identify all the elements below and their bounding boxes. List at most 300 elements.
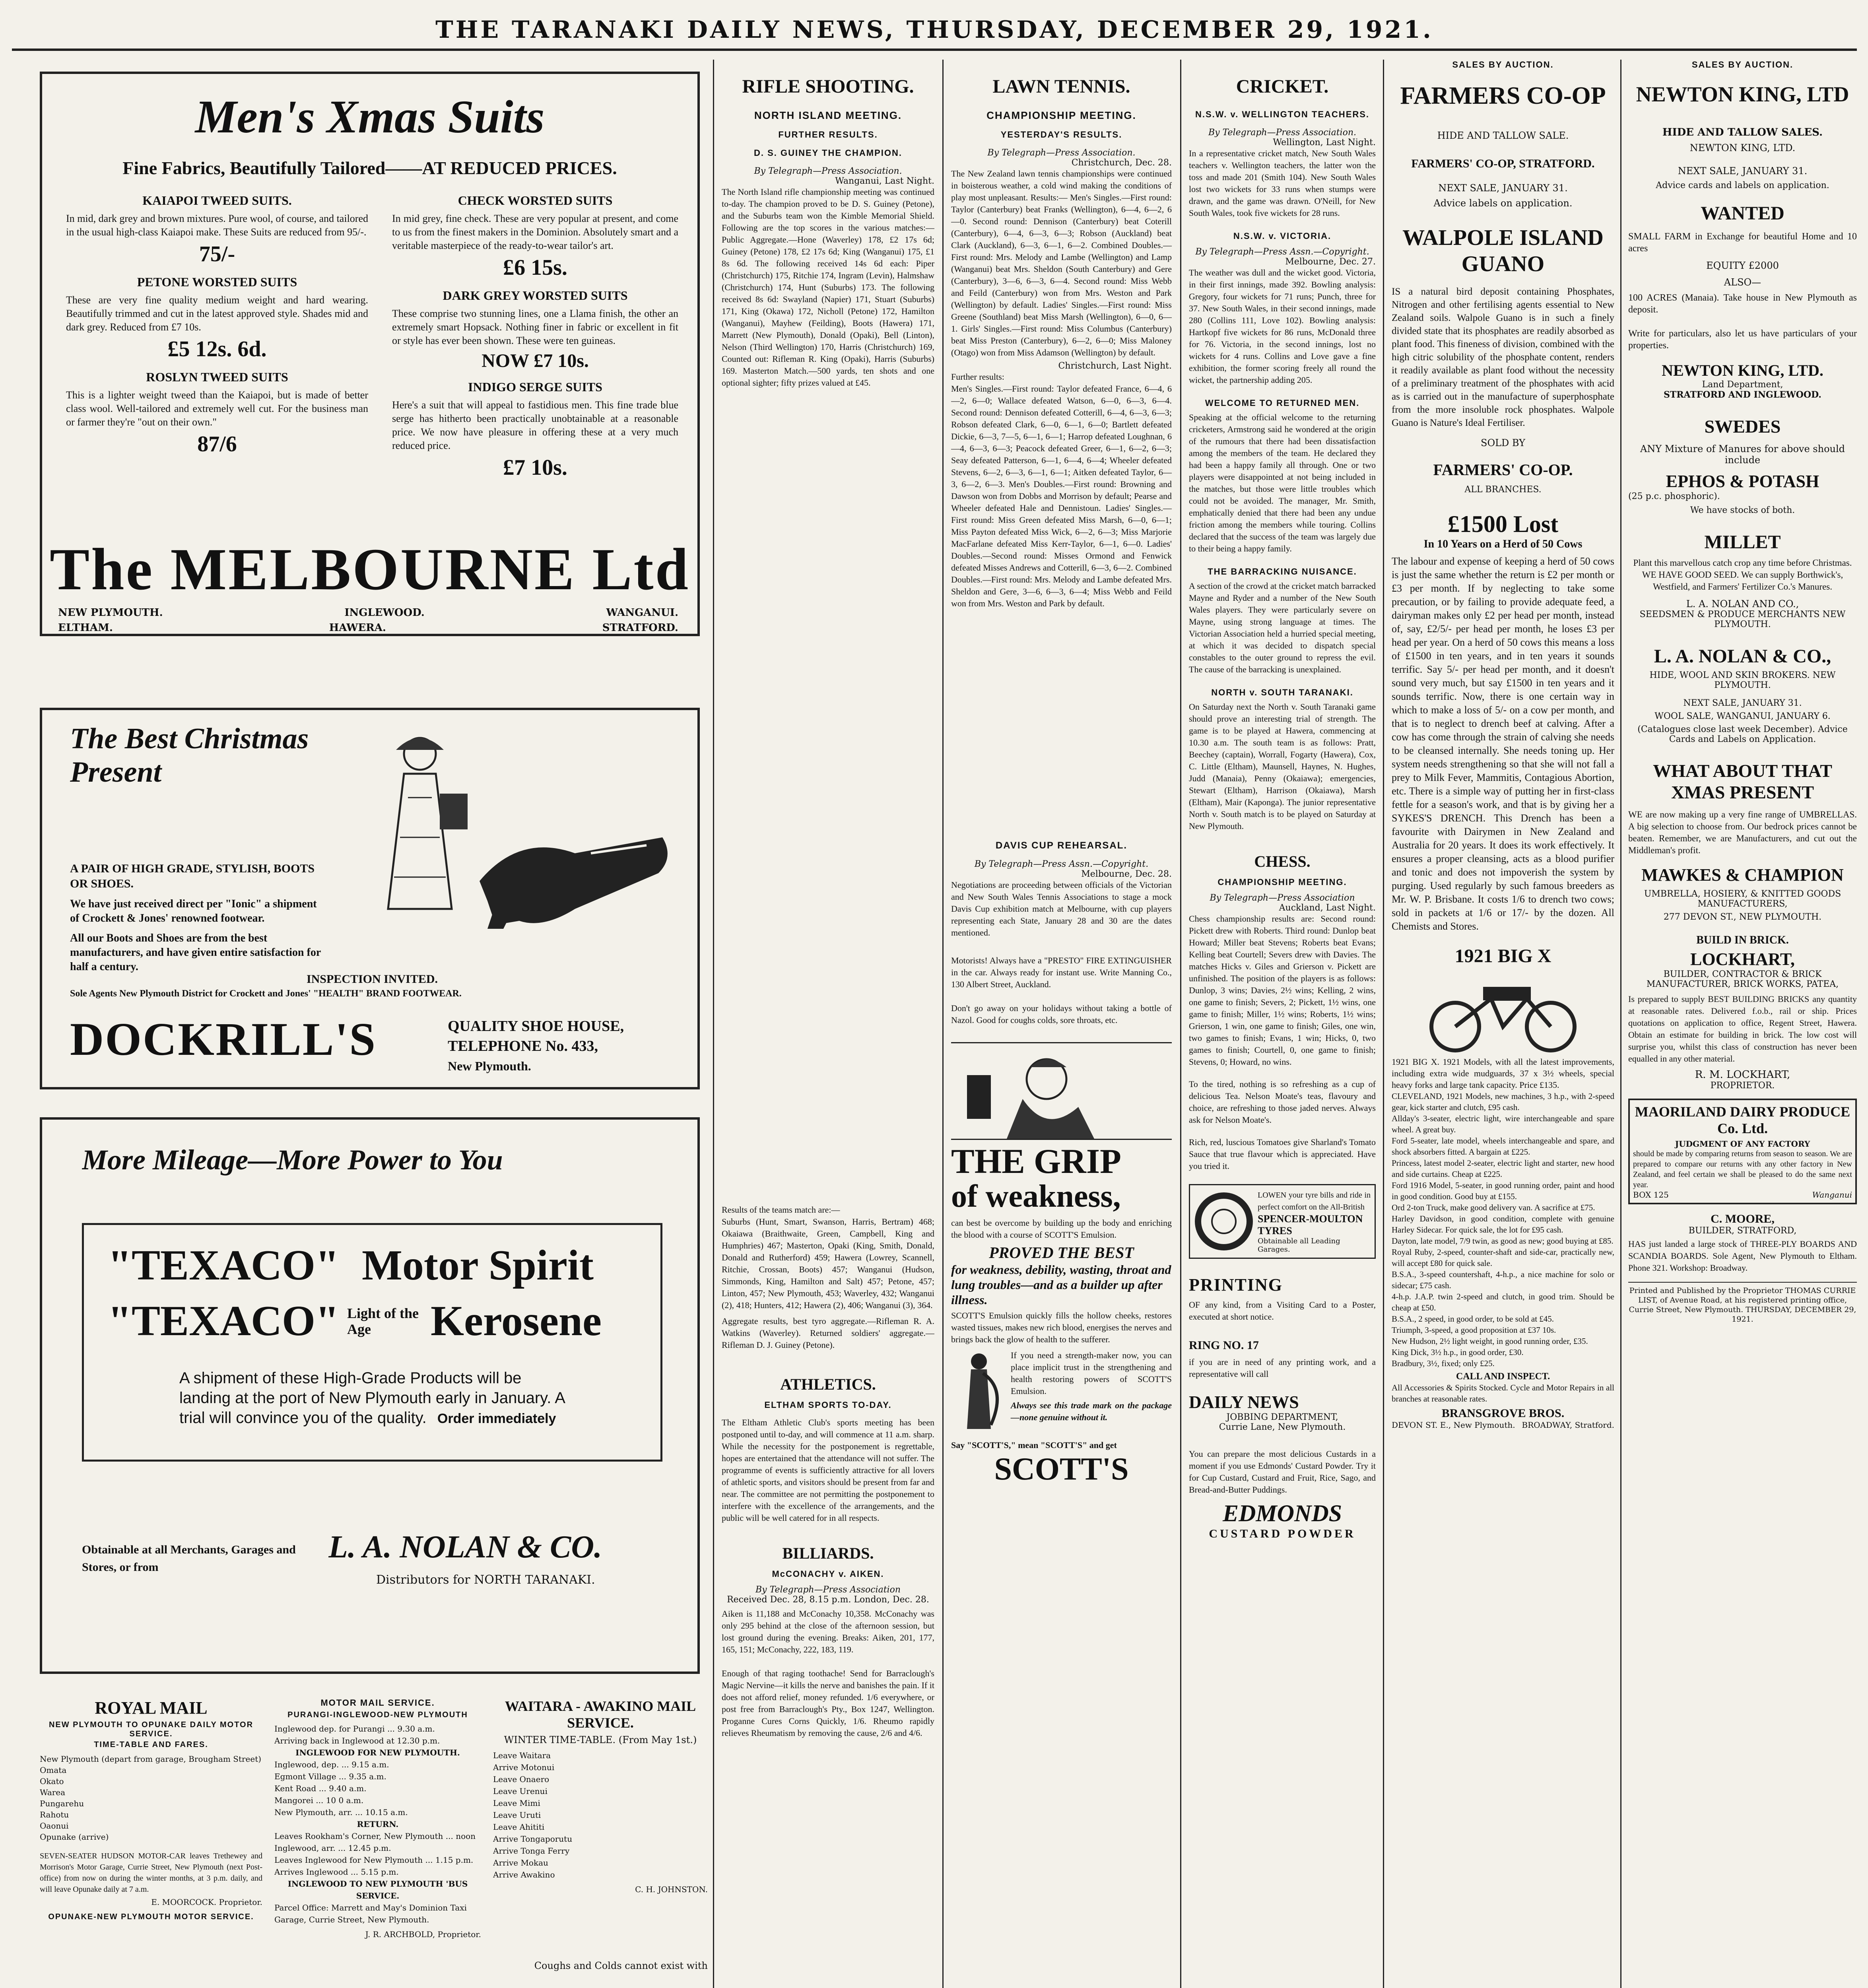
grip-heading2: of weakness, bbox=[951, 1179, 1121, 1214]
athletics-title: ATHLETICS. bbox=[780, 1375, 876, 1393]
texaco-line1 bbox=[108, 1241, 641, 1290]
imprint: Printed and Published by the Proprietor THOMAS CURRIE LIST, of Avenue Road, at his registered printing office, Currie Street, New Plymouth. THURSDAY, DECEMBER 29, 1921. bbox=[1628, 1282, 1857, 1324]
welcome-body: Speaking at the official welcome to the returning cricketers, Armstrong said he wondered at the origin of the rumours that there had been dissatisfaction among the members of the team. He declared they had been a happy family all through. One or two players were disappointed at not being included in the matches, but those were little troubles which could not be avoided. The manager, Mr. Smith, emphatically denied that there had been any undue friction among the members while touring. Collins declared that the success of the team was largely due to their being a happy family. bbox=[1189, 412, 1376, 553]
lost-body: The labour and expense of keeping a herd of 50 cows is just the same whether the return is £2 per month or £3 per month. If by neglecting to take some precaution, or by failing to provide adequate feed, a dairyman makes only £2 per head per month, instead of, say, £2/5/- per head per month, he loses £3 per head per year. On a herd of 50 cows this means a loss of £1500 in ten years, and in ten years it sounds terrific. Say 5/- per head per month, and it doesn't sound very much, but say £1500 in ten years and it sounds terrific. Now, there is one certain way in which to make a loss of 5/- on a cow per month, and that is to neglect to drench beef at calving. After a cow has come through the strain of calving she needs to be cleansed internally. She needs toning up. Her system needs strengthening so that she will not fall a prey to Milk Fever, Mammitis, Contagious Abortion, etc. There is a simple way of putting her in first-class fettle for a season's work, and that is by giving her a SYKES'S DRENCH. This Drench has been a favourite with Dairymen in New Zealand and Australia for 20 years. It does its work effectively. It ensures a proper cleansing, acts as a blood purifier and tonic and does not impoverish the system by purging. Used regularly by such famous breeders as Mr. W. P. Brisbane. It costs 1/6 to drench two cows; sold in packets at 1/6 or 17/- by the dozen. All Chemists and Stores. bbox=[1392, 555, 1614, 932]
xmas-body: WE are now making up a very fine range of UMBRELLAS. A big selection to choose from. Our bedrock prices cannot be beaten. Remember, we are Manufacturers, and cut out the Middleman's profit. bbox=[1628, 810, 1857, 855]
maoriland-body: should be made by comparing returns from season to season. We are prepared to compare our returns with any other factory in New Zealand, and feel certain we shall be pleased to do the same next year. bbox=[1633, 1149, 1852, 1189]
motorcycle-icon bbox=[1423, 971, 1583, 1054]
lockhart-body: Is prepared to supply BEST BUILDING BRICKS any quantity at reasonable rates. Delivered f.o.b., rail or ship. Prices quotations on application to office, Regent Street, Hawera. Obtain an estimate for building in brick. The low cost will surprise you, whilst this class of construction has never been equalled in any other material. bbox=[1628, 994, 1857, 1064]
maoriland-footer bbox=[1633, 1190, 1852, 1200]
rifle-aggregate: Aggregate results, best tyro aggregate.—Rifleman R. A. Watkins (Waverley). Returned soldiers' aggregate.—Rifleman D. J. Guiney (Petone). bbox=[722, 1316, 934, 1350]
melbourne-right-column bbox=[392, 193, 678, 535]
texaco-company: L. A. NOLAN & CO. bbox=[328, 1530, 602, 1565]
texaco-order: Order immediately bbox=[437, 1411, 556, 1426]
farmers-name: FARMERS' CO-OP, STRATFORD. bbox=[1411, 157, 1595, 170]
line: Arriving back in Inglewood at 12.30 p.m. bbox=[274, 1736, 440, 1745]
melbourne-ad bbox=[40, 72, 700, 636]
newton-sig: NEWTON KING, LTD. bbox=[1662, 361, 1823, 379]
list-item: Royal Ruby, 2-speed, counter-shaft and side-car, practically new, will accept £80 for quick sale. bbox=[1392, 1247, 1614, 1268]
xmas-title: WHAT ABOUT THAT XMAS PRESENT bbox=[1653, 761, 1832, 802]
taranaki-head: NORTH v. SOUTH TARANAKI. bbox=[1211, 687, 1353, 697]
branch: HAWERA. bbox=[329, 622, 386, 634]
welcome-head: WELCOME TO RETURNED MEN. bbox=[1205, 398, 1360, 408]
shoe-illustration bbox=[472, 810, 678, 937]
branch: INGLEWOOD. bbox=[344, 607, 425, 619]
stop: New Plymouth (depart from garage, Brougham Street) bbox=[40, 1754, 262, 1764]
dockrill-line1: A PAIR OF HIGH GRADE, STYLISH, BOOTS OR SHOES. bbox=[70, 862, 315, 890]
kaiapoi-price: 75/- bbox=[199, 242, 235, 266]
bigx-addr2: BROADWAY, Stratford. bbox=[1522, 1420, 1614, 1430]
line: Inglewood, dep. ... 9.15 a.m. bbox=[274, 1760, 389, 1769]
scotts-illustration bbox=[951, 1042, 1172, 1140]
waitara-stops bbox=[493, 1749, 708, 1881]
millet-desc: SEEDSMEN & PRODUCE MERCHANTS NEW PLYMOUTH. bbox=[1639, 610, 1846, 629]
column-rifle bbox=[722, 76, 934, 1988]
motor-mail-lines bbox=[274, 1723, 481, 1926]
stop: Arrive Tongaporutu bbox=[493, 1834, 573, 1844]
swedes-title: SWEDES bbox=[1704, 416, 1781, 437]
stop: Okato bbox=[40, 1776, 64, 1786]
cricket-dateline2: Melbourne, Dec. 27. bbox=[1285, 257, 1376, 267]
line: Inglewood dep. for Purangi ... 9.30 a.m. bbox=[274, 1724, 435, 1734]
melbourne-left-column bbox=[66, 193, 368, 535]
list-item: B.S.A., 3-speed countershaft, 4-h.p., a nice machine for solo or sidecar; £75 cash. bbox=[1392, 1270, 1614, 1290]
bigx-stock: All Accessories & Spirits Stocked. Cycle and Motor Repairs in all branches at reasonable rates. bbox=[1392, 1383, 1614, 1404]
dockrill-line3: All our Boots and Shoes are from the best manufacturers, and have given entire satisfaction for half a century. bbox=[70, 932, 321, 973]
dockrill-brand: DOCKRILL'S bbox=[70, 1013, 377, 1065]
column-rule bbox=[1180, 60, 1181, 1988]
xmas-desc: UMBRELLA, HOSIERY, & KNITTED GOODS MANUFACTURERS, bbox=[1644, 889, 1841, 909]
texaco-line2 bbox=[108, 1297, 641, 1346]
list-item: 4-h.p. J.A.P. twin 2-speed and clutch, in good trim. Should be cheap at £50. bbox=[1392, 1292, 1614, 1312]
indigo-text: Here's a suit that will appeal to fastidious men. This fine trade blue serge has hitherto been practically unobtainable at a reasonable price. We now have pleasure in offering these at a very much reduced price. bbox=[392, 399, 678, 451]
davis-dateline: Melbourne, Dec. 28. bbox=[1081, 869, 1172, 879]
tennis-dateline2: Christchurch, Last Night. bbox=[1058, 361, 1172, 371]
line: New Plymouth, arr. ... 10.15 a.m. bbox=[274, 1807, 408, 1817]
stop: Opunake (arrive) bbox=[40, 1832, 109, 1842]
bigx-addresses bbox=[1392, 1420, 1614, 1430]
maoriland-ad bbox=[1628, 1099, 1857, 1204]
wanted-equity: EQUITY £2000 bbox=[1706, 260, 1779, 271]
farmers-auction: SALES BY AUCTION. bbox=[1452, 60, 1554, 70]
column-rule bbox=[713, 60, 714, 1988]
presto-ad: Motorists! Always have a "PRESTO" FIRE EXTINGUISHER in the car. Always ready for instant use. Write Manning Co., 130 Albert Street, Auckland. bbox=[951, 955, 1172, 989]
line: Kent Road ... 9.40 a.m. bbox=[274, 1784, 367, 1793]
bigx-list bbox=[1392, 1091, 1614, 1369]
grip-heading: THE GRIP bbox=[951, 1142, 1121, 1181]
cricket-byline: By Telegraph—Press Association. bbox=[1208, 128, 1356, 138]
cricket-byline2: By Telegraph—Press Assn.—Copyright. bbox=[1195, 247, 1369, 257]
list-item: Ford 1916 Model, 5-seater, in good running order, paint and hood in good condition. Good buy at £155. bbox=[1392, 1180, 1614, 1201]
line: RETURN. bbox=[357, 1819, 399, 1829]
dockrill-ad bbox=[40, 708, 700, 1089]
branch: WANGANUI. bbox=[606, 607, 678, 619]
line: INGLEWOOD FOR NEW PLYMOUTH. bbox=[295, 1748, 460, 1757]
bigx-firm: BRANSGROVE BROS. bbox=[1441, 1407, 1565, 1420]
texaco-tagline: Light of the Age bbox=[347, 1305, 419, 1337]
billiards-body: Aiken is 11,188 and McConachy 10,358. McConachy was only 295 behind at the close of the afternoon session, but lost ground during the evening. Breaks: Aiken, 201, 177, 165, 151; McConachy, 222, 183, 119. bbox=[722, 1609, 934, 1654]
branch: STRATFORD. bbox=[602, 622, 678, 634]
indigo-price: £7 10s. bbox=[503, 455, 567, 480]
texaco-obtainable: Obtainable at all Merchants, Garages and Stores, or from bbox=[82, 1543, 296, 1574]
tennis-further: Further results: bbox=[951, 372, 1004, 382]
rifle-further: FURTHER RESULTS. bbox=[778, 130, 878, 140]
list-item: Triumph, 3-speed, a good proposition at £37 10s. bbox=[1392, 1325, 1556, 1335]
scotts-proved: PROVED THE BEST bbox=[989, 1244, 1134, 1262]
nolan-wool-title: L. A. NOLAN & CO., bbox=[1654, 646, 1831, 667]
custard-body: You can prepare the most delicious Custards in a moment if you use Edmonds' Custard Powder. Try it for Cup Custard, Custard and Fruit, Rice, Sago, and Bread-and-Butter Puddings. bbox=[1189, 1449, 1376, 1495]
walpole-body: IS a natural bird deposit containing Phosphates, Nitrogen and other fertilising agents essential to New Zealand soils. Walpole Guano is in such a finely divided state that its phosphates are readily absorbed as plant food. This fineness of division, combined with the high citric solubility of the phosphate content, renders it readily available as plant food without the necessity of a preliminary treatment of the phosphates with acid as is carried out in the manufacture of superphosphate from the more insoluble rock phosphates. Walpole Guano is Nature's Ideal Fertiliser. bbox=[1392, 286, 1614, 428]
maoriland-title: MAORILAND DAIRY PRODUCE Co. Ltd. bbox=[1635, 1104, 1851, 1136]
texaco-brand: "TEXACO" bbox=[108, 1242, 339, 1289]
scotts-for: for weakness, debility, wasting, throat and lung troubles—and as a builder up after illness. bbox=[951, 1262, 1171, 1307]
stop: Omata bbox=[40, 1765, 67, 1775]
list-item: B.S.A., 2 speed, in good order, to be sold at £45. bbox=[1392, 1314, 1554, 1324]
rifle-sub: NORTH ISLAND MEETING. bbox=[754, 109, 902, 121]
column-rule bbox=[1383, 60, 1384, 1988]
spencer-brand: SPENCER-MOULTON TYRES bbox=[1258, 1213, 1363, 1237]
spencer-line2: Obtainable all Leading Garages. bbox=[1258, 1237, 1340, 1254]
xmas-firm: MAWKES & CHAMPION bbox=[1641, 865, 1844, 885]
newton-advice: Advice cards and labels on application. bbox=[1656, 181, 1829, 190]
daily-news-name: DAILY NEWS bbox=[1189, 1392, 1299, 1412]
walpole-co: FARMERS' CO-OP. bbox=[1433, 461, 1573, 479]
cricket-title: CRICKET. bbox=[1236, 76, 1329, 97]
edmonds-sub: CUSTARD POWDER bbox=[1209, 1527, 1356, 1540]
dockrill-line2: We have just received direct per "Ionic" a shipment of Crockett & Jones' renowned footwear. bbox=[70, 898, 317, 924]
cricket-body: In a representative cricket match, New South Wales teachers v. Wellington teachers, the latter won the toss and made 201 (Smith 104). New South Wales lost two wickets for 33 runs when stumps were drawn, and the game was drawn. O'Neill, for New South Wales, took five wickets for 28 runs. bbox=[1189, 148, 1376, 218]
nolan-wool-sub: HIDE, WOOL AND SKIN BROKERS. NEW PLYMOUTH. bbox=[1649, 670, 1836, 690]
column-farmers bbox=[1392, 60, 1614, 1988]
maoriland-judg: JUDGMENT OF ANY FACTORY bbox=[1675, 1139, 1810, 1149]
lockhart-build: BUILD IN BRICK. bbox=[1696, 934, 1789, 946]
printing-body2: if you are in need of any printing work, and a representative will call bbox=[1189, 1357, 1376, 1379]
millet-body: Plant this marvellous catch crop any time before Christmas. WE HAVE GOOD SEED. We can supply Borthwick's, Westfield, and Farmers' Fertilizer Co.'s Manures. bbox=[1633, 558, 1852, 592]
masthead-rule bbox=[12, 49, 1857, 51]
weary-man-icon bbox=[951, 1043, 1172, 1139]
motor-mail-timetable bbox=[274, 1698, 481, 1988]
line: Leaves Inglewood for New Plymouth ... 1.15 p.m. bbox=[274, 1855, 474, 1865]
darkgrey-price: NOW £7 10s. bbox=[482, 350, 589, 371]
stop: Leave Uruti bbox=[493, 1810, 541, 1820]
stop: Leave Mimi bbox=[493, 1798, 540, 1808]
list-item: Dayton, late model, 7/9 twin, as good as new; good buying at £85. bbox=[1392, 1236, 1614, 1246]
tennis-byline: By Telegraph—Press Association. bbox=[987, 148, 1136, 158]
stop: Arrive Motonui bbox=[493, 1763, 555, 1772]
list-item: Ford 5-seater, late model, wheels interchangeable and spare, and shock absorbers fitted. A bargain at £225. bbox=[1392, 1136, 1614, 1157]
kaiapoi-heading: KAIAPOI TWEED SUITS. bbox=[142, 193, 292, 208]
texaco-distributors: Distributors for NORTH TARANAKI. bbox=[376, 1573, 595, 1587]
newton-name: NEWTON KING, LTD. bbox=[1689, 142, 1796, 153]
check-heading: CHECK WORSTED SUITS bbox=[458, 193, 613, 208]
roslyn-price: 87/6 bbox=[197, 432, 237, 456]
texaco-product: Motor Spirit bbox=[361, 1242, 594, 1289]
moore-desc: BUILDER, STRATFORD, bbox=[1688, 1226, 1797, 1236]
check-text: In mid grey, fine check. These are very popular at present, and come to us from the finest makers in the Dominion. Absolutely smart and a veritable masterpiece of the ready-to-wear tailor's art. bbox=[392, 213, 678, 251]
printing-lane: Currie Lane, New Plymouth. bbox=[1219, 1422, 1346, 1432]
moore-name: C. MOORE, bbox=[1711, 1212, 1775, 1225]
nervine-ad: Enough of that raging toothache! Send for Barraclough's Magic Nervine—it kills the nerve and banishes the pain. If it does not afford relief, money refunded. 1/6 everywhere, or post free from Barraclough's Pty., Box 1247, Wellington. Proganne Cures Corns Quickly, 1/6. Rheumo rapidly relieves Rheumatism by removing the cause, 2/6 and 4/6. bbox=[722, 1668, 934, 1738]
maoriland-town: Wanganui bbox=[1812, 1190, 1852, 1200]
wanted-acres: 100 ACRES (Manaia). Take house in New Plymouth as deposit. bbox=[1628, 293, 1857, 315]
farmers-title: FARMERS CO-OP bbox=[1400, 82, 1606, 109]
printing-title: PRINTING bbox=[1189, 1275, 1283, 1295]
opunake-service: OPUNAKE-NEW PLYMOUTH MOTOR SERVICE. bbox=[48, 1912, 254, 1921]
motor-mail-title: MOTOR MAIL SERVICE. bbox=[320, 1698, 435, 1708]
darkgrey-text: These comprise two stunning lines, one a Llama finish, the other an extremely smart Hopsack. Nothing finer in fabric or excellent in fit or style has ever been shown. These were ten guineas. bbox=[392, 308, 678, 346]
chess-title: CHESS. bbox=[1254, 852, 1311, 870]
stop: Warea bbox=[40, 1788, 66, 1797]
line: Arrives Inglewood ... 5.15 p.m. bbox=[274, 1867, 399, 1877]
stop: Arrive Tonga Ferry bbox=[493, 1846, 570, 1856]
dockrill-agents: Sole Agents New Plymouth District for Crockett and Jones' "HEALTH" BRAND FOOTWEAR. bbox=[70, 988, 462, 999]
athletics-body: The Eltham Athletic Club's sports meeting has been postponed until to-day, and will commence at 11 a.m. sharp. While the necessity for the postponement is regrettable, hopes are entertained that the attendance will not suffer. The programme of events is sufficiently attractive for all lovers of athletic sports, and visitors should be present from far and near. The committee are not permitting the postponement to interfere with the excellence of the arrangements, and the public will be well catered for in all respects. bbox=[722, 1417, 934, 1523]
list-item: CLEVELAND, 1921 Models, new machines, 3 h.p., with 2-speed gear, kick starter and clutch, £95 cash. bbox=[1392, 1091, 1614, 1112]
nolan-wool-next: NEXT SALE, JANUARY 31. bbox=[1683, 698, 1802, 708]
texaco-brand: "TEXACO" bbox=[108, 1297, 339, 1345]
petone-heading: PETONE WORSTED SUITS bbox=[137, 275, 297, 289]
dockrill-phone: TELEPHONE No. 433, bbox=[448, 1038, 598, 1054]
bigx-title: 1921 BIG X bbox=[1454, 945, 1551, 967]
cricket-dateline: Wellington, Last Night. bbox=[1273, 138, 1376, 148]
farmers-next: NEXT SALE, JANUARY 31. bbox=[1438, 182, 1568, 194]
swedes-body: ANY Mixture of Manures for above should include bbox=[1640, 443, 1845, 466]
heenzo-ad bbox=[493, 1960, 708, 1988]
athletics-sub: ELTHAM SPORTS TO-DAY. bbox=[764, 1400, 892, 1410]
tennis-results: YESTERDAY'S RESULTS. bbox=[1000, 130, 1122, 140]
line: Parcel Office: Marrett and May's Dominion Taxi Garage, Currie Street, New Plymouth. bbox=[274, 1903, 467, 1924]
nolan-wool-cat: (Catalogues close last week December). Advice Cards and Labels on Application. bbox=[1637, 724, 1848, 744]
rifle-title: RIFLE SHOOTING. bbox=[742, 76, 914, 97]
davis-body: Negotiations are proceeding between officials of the Victorian and New South Wales Tennis Associations to stage a mock Davis Cup exhibition match at Melbourne, with cup players representing each State, January 28 and 30 are the dates mentioned. bbox=[951, 880, 1172, 938]
column-rule bbox=[942, 60, 944, 1988]
stop: Rahotu bbox=[40, 1810, 69, 1819]
maoriland-box: BOX 125 bbox=[1633, 1190, 1669, 1200]
cricket-sub2: N.S.W. v. VICTORIA. bbox=[1233, 231, 1332, 241]
rifle-results-head: Results of the teams match are:— bbox=[722, 1205, 840, 1215]
column-tennis bbox=[951, 76, 1172, 1988]
billiards-byline: By Telegraph—Press Association bbox=[755, 1585, 901, 1595]
tennis-body2: Men's Singles.—First round: Taylor defeated France, 6—4, 6—2, 6—0; Wallace defeated Watson, 6—0, 6—3, 6—4. Second round: Dennison defeated Cotterill, 6—4, 6—3, 6—3; Robson defeated Clark, 6—0, 6—1, 6—0; Bartlett defeated Dickie, 6—3, 7—5, 6—1, 6—1; Harrop defeated Loughnan, 6—4, 6—3, 6—3; Peacock defeated Greer, 6—1, 6—2, 6—3; Seay defeated Patterson, 6—1, 6—4, 6—4; Wheeler defeated Stevens, 6—2, 6—3, 6—1, 6—1; Aitken defeated Taylor, 6—3, 6—2, 6—3. Men's Doubles.—First round: Browning and Dawson won from Dobbs and Morrison by default; Pearse and Wheeler defeated Hale and Dennistoun. Ladies' Singles.—First round: Miss Green defeated Miss Marsh, 6—0, 6—1; Miss Payton defeated Miss Wick, 6—2, 6—3; Miss Marjorie MacFarlane defeated Miss Kerr-Taylor, 6—1, 6—0. Ladies' Doubles.—Second round: Misses Ormond and Fenwick defeated Misses Andrews and Cotterill, 6—3, 6—2. Combined Doubles.—First round: Mrs. Melody and Lambe defeated Mrs. Sheldon and Gere, 3—6, 6—3, 6—4; Miss Webb and Feild won from Mrs. Weston and Park by default. bbox=[951, 384, 1172, 608]
texaco-body: A shipment of these High-Grade Products will be landing at the port of New Plymouth early in January. A trial will convince you of the quality. Order immediately bbox=[179, 1369, 565, 1427]
motor-mail-sub: PURANGI-INGLEWOOD-NEW PLYMOUTH bbox=[287, 1710, 468, 1719]
lost-sub: In 10 Years on a Herd of 50 Cows bbox=[1423, 538, 1583, 550]
barracking-body: A section of the crowd at the cricket match barracked Mayne and Ryder and a number of the New South Wales players. They were particularly severe on Mayne, using strong language at times. The Victorian Association held a hurried special meeting, at which it was decided to dispatch special constables to the outer ground to repress the evil. The cause of the barracking is unexplained. bbox=[1189, 581, 1376, 674]
newton-dept: Land Department, bbox=[1702, 380, 1783, 390]
waitara-sig: C. H. JOHNSTON. bbox=[635, 1885, 708, 1894]
royal-mail-timetable bbox=[40, 1698, 262, 1988]
nolan-wool-sale: WOOL SALE, WANGANUI, JANUARY 6. bbox=[1654, 711, 1831, 721]
line: Egmont Village ... 9.35 a.m. bbox=[274, 1772, 386, 1781]
billiards-sub: McCONACHY v. AIKEN. bbox=[772, 1569, 884, 1579]
list-item: New Hudson, 2½ light weight, in good running order, £35. bbox=[1392, 1336, 1588, 1346]
dockrill-text bbox=[70, 861, 328, 974]
texaco-inner-box bbox=[82, 1223, 662, 1462]
darkgrey-heading: DARK GREY WORSTED SUITS bbox=[443, 288, 628, 303]
bigx-addr1: DEVON ST. E., New Plymouth. bbox=[1392, 1420, 1515, 1430]
kaiapoi-text: In mid, dark grey and brown mixtures. Pure wool, of course, and tailored in the usual high-class Kaiapoi make. These Suits are reduced from 95/-. bbox=[66, 213, 368, 238]
stop: Arrive Mokau bbox=[493, 1858, 548, 1868]
nazol-ad: Don't go away on your holidays without taking a bottle of Nazol. Good for coughs colds, sore throats, etc. bbox=[951, 1003, 1172, 1025]
tyre-icon bbox=[1194, 1192, 1254, 1251]
wanted-write: Write for particulars, also let us have particulars of your properties. bbox=[1628, 328, 1857, 351]
column-rule bbox=[1620, 60, 1621, 1988]
line: Leaves Rookham's Corner, New Plymouth ... noon bbox=[274, 1831, 476, 1841]
walpole-sold: SOLD BY bbox=[1481, 437, 1525, 448]
wanted-body: SMALL FARM in Exchange for beautiful Home and 10 acres bbox=[1628, 231, 1857, 254]
stop: Leave Onaero bbox=[493, 1774, 550, 1784]
printing-ring: RING NO. 17 bbox=[1189, 1339, 1259, 1352]
petone-price: £5 12s. 6d. bbox=[167, 337, 267, 361]
chess-byline: By Telegraph—Press Association bbox=[1210, 893, 1355, 903]
davis-title: DAVIS CUP REHEARSAL. bbox=[995, 840, 1128, 851]
davis-byline: By Telegraph—Press Assn.—Copyright. bbox=[974, 859, 1149, 869]
scotts-body3: If you need a strength-maker now, you can place implicit trust in the strengthening and health restoring powers of SCOTT'S Emulsion. bbox=[1011, 1350, 1172, 1396]
check-price: £6 15s. bbox=[503, 255, 567, 280]
sharland-ad: Rich, red, luscious Tomatoes give Sharland's Tomato Sauce that true flavour which is appreciated. Have you tried it. bbox=[1189, 1137, 1376, 1171]
column-newton bbox=[1628, 60, 1857, 1988]
chess-dateline: Auckland, Last Night. bbox=[1279, 903, 1376, 913]
lockhart-desc: BUILDER, CONTRACTOR & BRICK MANUFACTURER, BRICK WORKS, PATEA, bbox=[1646, 969, 1839, 989]
lockhart-name: LOCKHART, bbox=[1690, 949, 1795, 969]
ephos-potash: EPHOS & POTASH bbox=[1666, 472, 1819, 491]
wanted-title: WANTED bbox=[1701, 203, 1785, 224]
line: Mangorei ... 10 0 a.m. bbox=[274, 1796, 364, 1805]
royal-mail-note: SEVEN-SEATER HUDSON MOTOR-CAR leaves Trethewey and Morrison's Motor Garage, Currie Street, New Plymouth (next Post-office) from now on during the winter months, at 3 p.m. daily, and will leave Opunake daily at 7 a.m. bbox=[40, 1852, 262, 1894]
scotts-brand: SCOTT'S bbox=[994, 1452, 1129, 1487]
chess-sub: CHAMPIONSHIP MEETING. bbox=[1218, 877, 1347, 887]
wanted-also: ALSO— bbox=[1724, 277, 1761, 288]
newton-towns: STRATFORD AND INGLEWOOD. bbox=[1664, 390, 1821, 400]
inspection-invited: INSPECTION INVITED. bbox=[306, 973, 438, 986]
royal-mail-stops bbox=[40, 1753, 262, 1842]
tennis-title: LAWN TENNIS. bbox=[992, 76, 1130, 97]
royal-mail-title: ROYAL MAIL bbox=[95, 1698, 208, 1718]
rifle-results: Suburbs (Hunt, Smart, Swanson, Harris, Bertram) 468; Okaiawa (Braithwaite, Green, Campbell, King and Humphries) 467; Masterton, Opaki (King, Smith, Donald, Donald and Rutherford) 459; Hawera (Lowrey, Scannell, Ritchie, Crossan, Boots) 457; Wanganui (Hudson, Simmonds, King, Hamilton and Salt) 457; Petone, 457; Linton, 457; New Plymouth, 453; Waverley, 432; Wanganui (2), 418; Hunters, 412; Hawera (2), 406; Wanganui (3), 364. bbox=[722, 1217, 934, 1310]
petone-text: These are very fine quality medium weight and hard wearing. Beautifully trimmed and cut in the latest approved style. Shades mid and dark grey. Reduced from £7 10s. bbox=[66, 294, 368, 333]
rifle-dateline: Wanganui, Last Night. bbox=[835, 176, 934, 186]
taranaki-body: On Saturday next the North v. South Taranaki game should prove an interesting trial of strength. The game is to be played at Hawera, commencing at 10.30 a.m. The south team is as follows: Pratt, Beechey (captain), Worrall, Fogarty (Hawera), Cox, C. Little (Eltham), Maunsell, Haynes, N. Hughes, Judd (Manaia), Penny (Okaiawa); emergencies, Stewart (Eltham), Harrison (Okaiawa), Marsh (Eltham), Mair (Kaponga). The junior representative North v. South match is to be played on Saturday at New Plymouth. bbox=[1189, 702, 1376, 831]
waitara-sub: WINTER TIME-TABLE. (From May 1st.) bbox=[504, 1734, 697, 1745]
branch: NEW PLYMOUTH. bbox=[58, 607, 163, 619]
lockhart-sig: R. M. LOCKHART, bbox=[1695, 1069, 1790, 1081]
tennis-body: The New Zealand lawn tennis championships were continued in boisterous weather, a cold wind making the conditions of play most unpleasant. Results:— Men's Singles.—First round: Taylor (Canterbury) beat Franks (Wellington), 6—4, 6—2, 6—0. Second round: Dennison (Canterbury) beat Coterill (Canterbury), 6—4, 6—3, 6—3; Robson (Auckland) beat Clark (Auckland), 6—3, 6—1, 6—2. Combined Doubles.—First round: Mrs. Melody and Lambe (Wellington) and Lamp (Wanganui) beat Mrs. Sheldon (South Canterbury) and Gere (Canterbury), 3—6, 6—3, 6—4. Second round: Miss Webb and Feild (Canterbury) won from Mrs. Weston and Park (Wellington) by default. Ladies' Singles.—First round: Miss Greene (Southland) beat Miss Marsh (Wellington), 6—0, 6—1. Girls' Singles.—First round: Miss Columbus (Canterbury) beat Miss Preston (Canterbury), 6—2, 6—0; Miss Maloney (Otago) won from Miss Adamson (Wellington) by default. bbox=[951, 169, 1172, 357]
billiards-dateline: Received Dec. 28, 8.15 p.m. London, Dec. 28. bbox=[727, 1595, 929, 1605]
waitara-timetable bbox=[493, 1698, 708, 1944]
tennis-sub: CHAMPIONSHIP MEETING. bbox=[986, 109, 1136, 121]
walpole-branches: ALL BRANCHES. bbox=[1464, 485, 1542, 495]
xmas-addr: 277 DEVON ST., NEW PLYMOUTH. bbox=[1663, 912, 1822, 922]
spencer-line1: LOWEN your tyre bills and ride in perfect comfort on the All-British bbox=[1258, 1191, 1371, 1211]
line: INGLEWOOD TO NEW PLYMOUTH 'BUS SERVICE. bbox=[287, 1879, 468, 1901]
lost-title: £1500 Lost bbox=[1447, 511, 1559, 537]
newton-hide: HIDE AND TALLOW SALES. bbox=[1662, 126, 1823, 138]
list-item: Harley Davidson, in good condition, complete with genuine Harley Sidecar. For quick sale, the lot for £95 cash. bbox=[1392, 1214, 1614, 1235]
rifle-byline: By Telegraph—Press Association. bbox=[754, 166, 902, 176]
texaco-headline: More Mileage—More Power to You bbox=[82, 1144, 503, 1176]
melbourne-subtitle: Fine Fabrics, Beautifully Tailored——AT REDUCED PRICES. bbox=[122, 158, 617, 178]
printing-jobbing: JOBBING DEPARTMENT, bbox=[1226, 1412, 1338, 1422]
royal-mail-fares: TIME-TABLE AND FARES. bbox=[94, 1740, 208, 1749]
cricket-body2: The weather was dull and the wicket good. Victoria, in their first innings, made 392. Bowling analysis: Gregory, four wickets for 71 runs; Punch, three for 37. New South Wales, in their second innings, made 280 (Collins 111, Love 102). Bowling analysis: Hartkopf five wickets for 86 runs, McDonald three for 76. Victoria, in the second innings, lost no wickets for 4 runs. Collins and Love gave a fine exhibition, the former scoring freely all round the wicket, the partnership adding 205. bbox=[1189, 268, 1376, 385]
texaco-ad bbox=[40, 1117, 700, 1674]
bigx-body: 1921 BIG X. 1921 Models, with all the latest improvements, including extra wide mudguards, 37 x 3½ wheels, special heavy forks and large tank capacity. Price £135. bbox=[1392, 1057, 1614, 1090]
list-item: Princess, latest model 2-seater, electric light and starter, new hood and side curtains. Cheap at £225. bbox=[1392, 1158, 1614, 1179]
dockrill-house: QUALITY SHOE HOUSE, bbox=[448, 1018, 624, 1035]
masthead: THE TARANAKI DAILY NEWS, THURSDAY, DECEMBER 29, 1921. bbox=[435, 16, 1433, 44]
farmers-hide: HIDE AND TALLOW SALE. bbox=[1437, 130, 1569, 141]
chess-body: Chess championship results are: Second round: Pickett drew with Roberts. Third round: Dunlop beat Howard; Miller beat Stevens; Roberts beat Evans; Kelling beat Courtell; Severs drew with Davies. The matches Hicks v. Giles and Grierson v. Pickett are unfinished. The position of the players is as follows: Dunlop, 3 wins; Davies, 2½ wins; Kelling, 2 wins, one game to finish; Severs, 2; Pickett, 1½ wins, one game to finish; Miller, 1½ wins; Roberts, 1½ wins; Grierson, 1 win, one game to finish; Giles, one win, two games to finish; Evans, 1 win; Hicks, 0, two games to finish; Courtell, 0, one game to finish; Stevens, 0; Howard, no wins. bbox=[1189, 914, 1376, 1067]
newton-auction: SALES BY AUCTION. bbox=[1691, 60, 1794, 70]
moate-ad: To the tired, nothing is so refreshing as a cup of delicious Tea. Nelson Moate's teas, flavoury and choice, are refreshing to those jaded nerves. Always ask for Nelson Moate's. bbox=[1189, 1079, 1376, 1125]
walpole-title: WALPOLE ISLAND GUANO bbox=[1402, 225, 1604, 276]
line: Inglewood, arr. ... 12.45 p.m. bbox=[274, 1843, 391, 1853]
scotts-body1: can best be overcome by building up the body and enriching the blood with a course of SCOTT'S Emulsion. bbox=[951, 1218, 1172, 1240]
lockhart-prop: PROPRIETOR. bbox=[1710, 1081, 1775, 1091]
dockrill-town: New Plymouth. bbox=[448, 1059, 531, 1073]
stop: Pungarehu bbox=[40, 1799, 84, 1808]
branch: ELTHAM. bbox=[58, 622, 113, 634]
scotts-say: Say "SCOTT'S," mean "SCOTT'S" and get bbox=[951, 1440, 1117, 1450]
fisherman-trademark-icon bbox=[951, 1349, 1007, 1437]
motorcycle-illustration bbox=[1392, 971, 1614, 1056]
billiards-title: BILLIARDS. bbox=[782, 1544, 874, 1562]
moore-body: HAS just landed a large stock of THREE-PLY BOARDS AND SCANDIA BOARDS. Sole Agent, New Plymouth to Eltham. Phone 321. Workshop: Broadway. bbox=[1628, 1239, 1857, 1273]
roslyn-heading: ROSLYN TWEED SUITS bbox=[146, 370, 288, 384]
newton-next: NEXT SALE, JANUARY 31. bbox=[1678, 165, 1808, 177]
melbourne-brand: The MELBOURNE Ltd bbox=[50, 536, 690, 602]
stop: Leave Ahititi bbox=[493, 1822, 545, 1832]
millet-title: MILLET bbox=[1704, 532, 1781, 553]
tennis-dateline: Christchurch, Dec. 28. bbox=[1071, 158, 1172, 168]
edmonds-brand: EDMONDS bbox=[1222, 1500, 1342, 1526]
dockrill-title: The Best Christmas Present bbox=[70, 722, 309, 788]
melbourne-branches bbox=[58, 607, 678, 634]
printing-body: OF any kind, from a Visiting Card to a Poster, executed at short notice. bbox=[1189, 1300, 1376, 1322]
indigo-heading: INDIGO SERGE SUITS bbox=[468, 380, 602, 394]
list-item: Bradbury, 3½, fixed; only £25. bbox=[1392, 1359, 1495, 1368]
column-cricket bbox=[1189, 76, 1376, 1988]
motor-mail-sig: J. R. ARCHBOLD, Proprietor. bbox=[365, 1930, 481, 1939]
rifle-body: The North Island rifle championship meeting was continued to-day. The champion proved to be D. S. Guiney (Petone), and the Suburbs team won the Kimble Memorial Shield. Following are the top scores in the various matches:— Public Aggregate.—Hone (Waverley) 178, £2 17s 6d; Guiney (Petone) 178, £2 17s 6d; King (Wanganui) 175, £1 8s 6d. The following received 14s 6d each: Piper (Christchurch) 175, Ritchie 174, Ingram (Levin), Halmshaw (Christchurch) 174, Hunt (Suburbs) 173. The following received 8s 6d: Swayland (Napier) 171, Stuart (Suburbs) 171, King (Okawa) 172, Nicholl (Petone) 172, Hamilton (Wanganui), Mayhew (Feilding), Boots (Hawera) 171, Marrett (New Plymouth), Donald (Opaki), Bell (Linton), Nelson (Third Wellington) 170, Harris (Christchurch) 169, Counted out: Rifleman R. King (Opaki), Harris (Suburbs) 169. Masterton Match.—500 yards, ten shots and one optional sighter; fifty prizes valued at £45. bbox=[722, 187, 934, 388]
barracking-head: THE BARRACKING NUISANCE. bbox=[1208, 567, 1357, 577]
royal-mail-sig: E. MOORCOCK. Proprietor. bbox=[151, 1897, 262, 1907]
swedes-pc: (25 p.c. phosphoric). bbox=[1628, 491, 1720, 501]
list-item: King Dick, 3½ h.p., in good order, £30. bbox=[1392, 1347, 1524, 1357]
dockrill-contact bbox=[448, 1016, 670, 1076]
royal-mail-sub: NEW PLYMOUTH TO OPUNAKE DAILY MOTOR SERVICE. bbox=[49, 1720, 254, 1738]
scotts-body2: SCOTT'S Emulsion quickly fills the hollow cheeks, restores wasted tissues, makes new rich blood, energises the nerves and brings back the glow of health to the sufferer. bbox=[951, 1310, 1172, 1344]
roslyn-text: This is a lighter weight tweed than the Kaiapoi, but is made of better class wool. Well-tailored and extremely well cut. For the business man or farmer they're "out on their own." bbox=[66, 389, 368, 428]
stop: Oaonui bbox=[40, 1821, 69, 1831]
melbourne-title: Men's Xmas Suits bbox=[195, 91, 545, 143]
spencer-ad bbox=[1189, 1184, 1376, 1259]
waitara-title: WAITARA - AWAKINO MAIL SERVICE. bbox=[505, 1698, 696, 1731]
shoe-icon bbox=[472, 810, 678, 937]
rifle-champion: D. S. GUINEY THE CHAMPION. bbox=[753, 148, 903, 158]
cricket-sub: N.S.W. v. WELLINGTON TEACHERS. bbox=[1195, 109, 1370, 119]
scotts-note: Always see this trade mark on the package—none genuine without it. bbox=[1011, 1400, 1172, 1422]
swedes-stocks: We have stocks of both. bbox=[1690, 505, 1795, 515]
texaco-product: Kerosene bbox=[430, 1297, 602, 1345]
list-item: Allday's 3-seater, electric light, wire interchangeable and spare wheel. A great buy. bbox=[1392, 1114, 1614, 1134]
stop: Leave Urenui bbox=[493, 1786, 548, 1796]
stop: Leave Waitara bbox=[493, 1751, 551, 1760]
millet-co: L. A. NOLAN AND CO., bbox=[1686, 598, 1799, 610]
bigx-call: CALL AND INSPECT. bbox=[1456, 1371, 1550, 1382]
list-item: Ord 2-ton Truck, make good delivery van. A sacrifice at £75. bbox=[1392, 1203, 1595, 1212]
farmers-advice: Advice labels on application. bbox=[1433, 198, 1573, 209]
